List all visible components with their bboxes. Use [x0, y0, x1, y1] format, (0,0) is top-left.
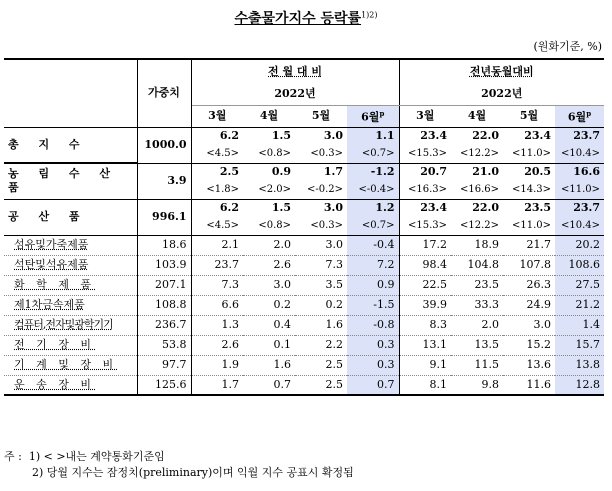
cell-value: 23.5 [524, 201, 551, 215]
table-row [4, 127, 604, 145]
cell-value: 1.9 [191, 355, 243, 375]
cell-contract-value: <-0.2> [295, 181, 347, 199]
cell-value: 6.2 [219, 201, 239, 215]
cell-contract-value: <2.0> [243, 181, 295, 199]
cell-contract-value: <0.7> [347, 217, 399, 235]
cell-value: 21.7 [503, 235, 555, 255]
cell-value: 1.5 [271, 129, 291, 143]
cell-value: 17.2 [399, 235, 451, 255]
cell-contract-value: <10.4> [555, 217, 604, 235]
cell-value: 23.5 [451, 275, 503, 295]
cell-value: 7.2 [347, 255, 399, 275]
cell-value: 1.7 [191, 375, 243, 395]
table-row [4, 335, 604, 355]
cell-value: 108.6 [555, 255, 604, 275]
subrow-weight: 53.8 [137, 335, 191, 355]
cell-contract-value: <4.5> [191, 217, 243, 235]
cell-value: 7.3 [295, 255, 347, 275]
cell-value: 1.4 [555, 315, 604, 335]
cell-contract-value: <16.6> [451, 181, 503, 199]
cell-contract-value: <11.0> [503, 217, 555, 235]
subrow-weight: 236.7 [137, 315, 191, 335]
cell-value: 1.2 [347, 199, 399, 217]
subrow-weight: 108.8 [137, 295, 191, 315]
cell-value: 13.5 [451, 335, 503, 355]
cell-value: 8.1 [399, 375, 451, 395]
subrow-label: 화 학 제 품 [4, 275, 137, 295]
cell-value: 1.3 [191, 315, 243, 335]
cell-contract-value: <12.2> [451, 217, 503, 235]
subrow-label: 석탄및석유제품 [4, 255, 137, 275]
cell-value: 1.5 [271, 201, 291, 215]
cell-contract-value: <4.5> [191, 145, 243, 163]
cell-value: 3.0 [323, 201, 343, 215]
row-label: 총 지 수 [4, 127, 137, 163]
note-1: 1) < >내는 계약통화기준임 [28, 450, 165, 463]
header-month-yoy-3: 5월 [503, 105, 555, 127]
unit-label: (원화기준, %) [533, 40, 602, 53]
cell-value: 20.5 [524, 165, 551, 179]
cell-value: 3.0 [503, 315, 555, 335]
cell-value: 24.9 [503, 295, 555, 315]
cell-value: 13.6 [503, 355, 555, 375]
cell-contract-value: <0.3> [295, 145, 347, 163]
cell-value: 23.4 [420, 129, 447, 143]
cell-value: 21.0 [472, 165, 499, 179]
cell-contract-value: <-0.4> [347, 181, 399, 199]
cell-contract-value: <1.8> [191, 181, 243, 199]
header-year-mom: 2022년 [191, 83, 399, 105]
cell-value: 104.8 [451, 255, 503, 275]
table-row [4, 375, 604, 395]
footnotes [4, 449, 354, 481]
cell-value: 7.3 [191, 275, 243, 295]
header-month-mom-4: 6월$^p$ [347, 105, 399, 127]
cell-value: 11.6 [503, 375, 555, 395]
subrow-label: 전 기 장 비 [4, 335, 137, 355]
cell-value: 2.1 [191, 235, 243, 255]
table-row [4, 255, 604, 275]
header-month-yoy-4: 6월$^p$ [555, 105, 604, 127]
cell-value: 18.9 [451, 235, 503, 255]
subrow-weight: 125.6 [137, 375, 191, 395]
header-month-mom-3: 5월 [295, 105, 347, 127]
header-month-mom-2: 4월 [243, 105, 295, 127]
header-yoy: 전년동월대비 [399, 59, 604, 83]
cell-value: 12.8 [555, 375, 604, 395]
cell-value: 21.2 [555, 295, 604, 315]
cell-value: 0.3 [347, 335, 399, 355]
cell-contract-value: <10.4> [555, 145, 604, 163]
cell-value: 23.4 [420, 201, 447, 215]
header-month-mom-1: 3월 [191, 105, 243, 127]
header-weight: 가중치 [137, 59, 191, 127]
cell-value: 0.9 [271, 165, 291, 179]
cell-value: 22.0 [472, 129, 499, 143]
subrow-label: 컴퓨터,전자및광학기기 [4, 315, 137, 335]
header-mom: 전 월 대 비 [191, 59, 399, 83]
cell-contract-value: <11.0> [555, 181, 604, 199]
header-month-yoy-1: 3월 [399, 105, 451, 127]
header-year-yoy: 2022년 [399, 83, 604, 105]
cell-value: 26.3 [503, 275, 555, 295]
subrow-weight: 97.7 [137, 355, 191, 375]
cell-value: 13.1 [399, 335, 451, 355]
cell-value: 2.5 [219, 165, 239, 179]
cell-contract-value: <0.8> [243, 145, 295, 163]
cell-value: 13.8 [555, 355, 604, 375]
cell-value: 16.6 [555, 163, 604, 181]
header-month-yoy-2: 4월 [451, 105, 503, 127]
cell-value: 39.9 [399, 295, 451, 315]
cell-value: 15.2 [503, 335, 555, 355]
cell-value: 0.4 [243, 315, 295, 335]
cell-value: 3.0 [323, 129, 343, 143]
cell-value: 27.5 [555, 275, 604, 295]
table-row [4, 295, 604, 315]
subrow-label: 기 계 및 장 비 [4, 355, 137, 375]
cell-value: 0.7 [243, 375, 295, 395]
cell-value: 107.8 [503, 255, 555, 275]
subrow-label: 운 송 장 비 [4, 375, 137, 395]
cell-value: 15.7 [555, 335, 604, 355]
cell-value: 0.3 [347, 355, 399, 375]
cell-value: 0.9 [347, 275, 399, 295]
row-weight: 996.1 [137, 199, 191, 235]
cell-value: -1.2 [347, 163, 399, 181]
price-index-table [4, 58, 604, 396]
cell-value: 22.5 [399, 275, 451, 295]
cell-contract-value: <15.3> [399, 217, 451, 235]
cell-value: 3.0 [243, 275, 295, 295]
cell-value: 2.6 [191, 335, 243, 355]
subrow-weight: 18.6 [137, 235, 191, 255]
cell-contract-value: <16.3> [399, 181, 451, 199]
cell-value: 2.0 [451, 315, 503, 335]
cell-value: 20.2 [555, 235, 604, 255]
cell-value: 11.5 [451, 355, 503, 375]
cell-contract-value: <14.3> [503, 181, 555, 199]
cell-value: 2.5 [295, 355, 347, 375]
title-footnote-mark: 1)2) [361, 10, 378, 20]
title-text: 수출물가지수 등락률 [234, 11, 362, 27]
cell-value: 0.2 [243, 295, 295, 315]
table-row [4, 315, 604, 335]
cell-value: 23.4 [524, 129, 551, 143]
cell-contract-value: <0.7> [347, 145, 399, 163]
cell-value: 6.6 [191, 295, 243, 315]
subrow-label: 제1차금속제품 [4, 295, 137, 315]
cell-contract-value: <0.8> [243, 217, 295, 235]
cell-value: 23.7 [191, 255, 243, 275]
cell-value: 2.5 [295, 375, 347, 395]
table-row [4, 355, 604, 375]
cell-value: 2.0 [243, 235, 295, 255]
cell-value: 23.7 [555, 199, 604, 217]
cell-value: -1.5 [347, 295, 399, 315]
cell-contract-value: <0.3> [295, 217, 347, 235]
cell-value: 20.7 [420, 165, 447, 179]
cell-contract-value: <15.3> [399, 145, 451, 163]
cell-value: -0.8 [347, 315, 399, 335]
table-row [4, 199, 604, 217]
cell-contract-value: <12.2> [451, 145, 503, 163]
row-label: 공 산 품 [4, 199, 137, 235]
cell-value: 33.3 [451, 295, 503, 315]
note-2: 2) 당월 지수는 잠정치(preliminary)이며 익월 지수 공표시 확정됨 [32, 466, 354, 479]
cell-value: 9.8 [451, 375, 503, 395]
cell-value: 1.6 [243, 355, 295, 375]
table-row [4, 275, 604, 295]
subrow-weight: 103.9 [137, 255, 191, 275]
table-row [4, 235, 604, 255]
cell-value: 1.1 [347, 127, 399, 145]
cell-value: 1.7 [323, 165, 343, 179]
cell-value: 2.2 [295, 335, 347, 355]
notes-prefix: 주 : [4, 450, 22, 463]
subrow-weight: 207.1 [137, 275, 191, 295]
cell-value: 6.2 [219, 129, 239, 143]
cell-value: 0.7 [347, 375, 399, 395]
header-blank [4, 59, 137, 127]
cell-value: 0.1 [243, 335, 295, 355]
cell-value: 3.5 [295, 275, 347, 295]
row-weight: 1000.0 [137, 127, 191, 163]
subrow-label: 섬유및가죽제품 [4, 235, 137, 255]
cell-value: 9.1 [399, 355, 451, 375]
cell-value: 1.6 [295, 315, 347, 335]
page-title [0, 8, 612, 28]
cell-value: 23.7 [555, 127, 604, 145]
cell-value: 8.3 [399, 315, 451, 335]
row-weight: 3.9 [137, 163, 191, 199]
cell-value: 98.4 [399, 255, 451, 275]
cell-value: -0.4 [347, 235, 399, 255]
cell-value: 2.6 [243, 255, 295, 275]
cell-value: 22.0 [472, 201, 499, 215]
row-label: 농 림 수 산 품 [4, 163, 137, 199]
table-row [4, 163, 604, 181]
cell-value: 3.0 [295, 235, 347, 255]
cell-contract-value: <11.0> [503, 145, 555, 163]
cell-value: 0.2 [295, 295, 347, 315]
